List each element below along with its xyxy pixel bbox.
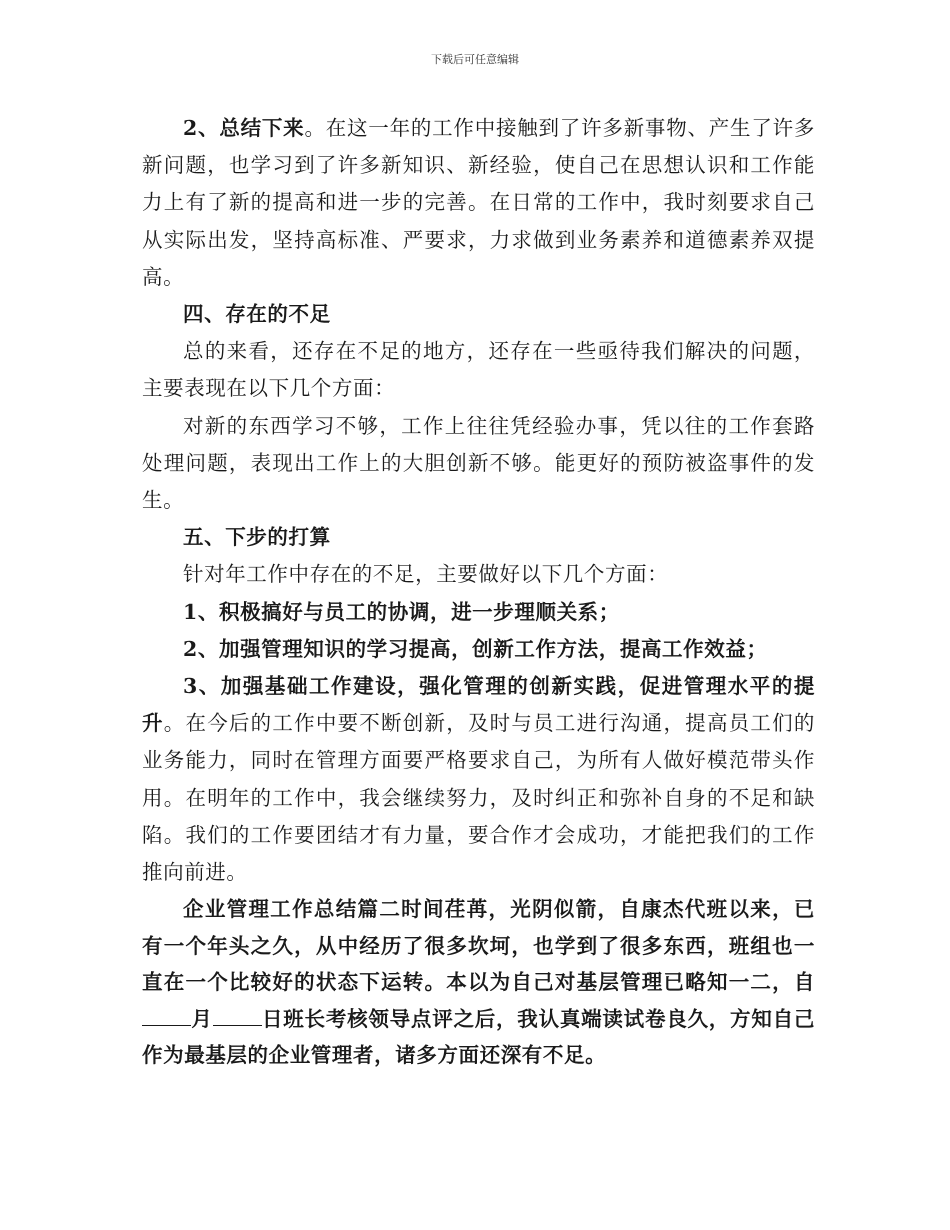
article-two-text-a: 企业管理工作总结篇二时间荏苒，光阴似箭，自康杰代班以来，已有一个年头之久，从中经历了很多坎坷，也学到了很多东西，班组也一直在一个比较好的状态下运转。本以为自己对基层管理已略知一二，自	[142, 897, 815, 995]
plan-item-3-lead: 3、加强基础工作建设，强化管理的创新实践，促进管理水平的提升	[142, 674, 815, 736]
blank-line-month	[142, 1006, 191, 1025]
paragraph-summary	[142, 110, 815, 296]
section-heading-shortcomings: 四、存在的不足	[183, 302, 331, 327]
summary-text: 。在这一年的工作中接触到了许多新事物、产生了许多新问题，也学习到了许多新知识、新经验，使自己在思想认识和工作能力上有了新的提高和进一步的完善。在日常的工作中，我时刻要求自己从实际出发，坚持高标准、严要求，力求做到业务素养和道德素养双提高。	[142, 116, 815, 289]
paragraph-shortcomings-detail: 对新的东西学习不够，工作上往往凭经验办事，凭以往的工作套路处理问题，表现出工作上的大胆创新不够。能更好的预防被盗事件的发生。	[142, 413, 815, 513]
plan-item-2: 2、加强管理知识的学习提高，创新工作方法，提高工作效益；	[183, 636, 768, 661]
article-two-month: 月	[191, 1006, 213, 1031]
plan-item-3	[142, 668, 815, 891]
paragraph-plans-intro: 针对年工作中存在的不足，主要做好以下几个方面：	[183, 562, 669, 587]
summary-lead: 2、总结下来	[183, 116, 305, 140]
article-two-text-c: 日班长考核领导点评之后，我认真端读试卷良久，方知自己作为最基层的企业管理者，诸多方面还深有不足。	[142, 1006, 815, 1068]
paragraph-article-two	[142, 891, 815, 1074]
document-body	[142, 110, 815, 1074]
page-header: 下载后可任意编辑	[431, 53, 519, 66]
plan-item-3-text: 。在今后的工作中要不断创新，及时与员工进行沟通，提高员工们的业务能力，同时在管理方面要严格要求自己，为所有人做好模范带头作用。在明年的工作中，我会继续努力，及时纠正和弥补自身的不足和缺陷。我们的工作要团结才有力量，要合作才会成功，才能把我们的工作推向前进。	[142, 711, 815, 885]
paragraph-shortcomings-intro: 总的来看，还存在不足的地方，还存在一些亟待我们解决的问题，主要表现在以下几个方面：	[142, 339, 815, 401]
section-heading-plans: 五、下步的打算	[183, 525, 331, 550]
blank-line-day	[213, 1006, 262, 1025]
plan-item-1: 1、积极搞好与员工的协调，进一步理顺关系；	[183, 599, 620, 624]
